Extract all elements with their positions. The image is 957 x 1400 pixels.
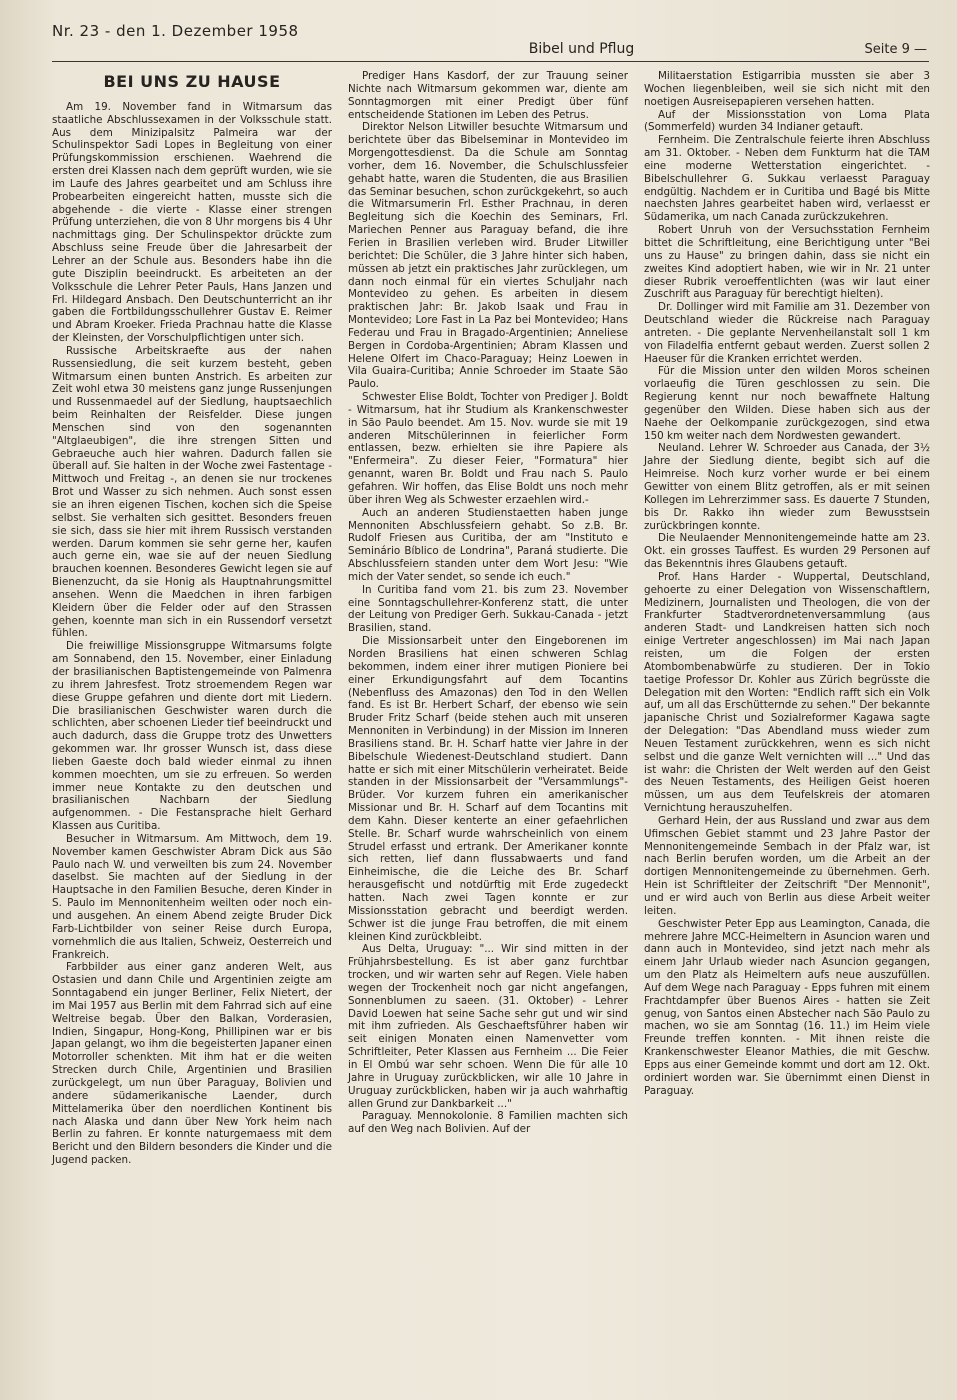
article-paragraph: Aus Delta, Uruguay: "... Wir sind mitten in der Frühjahrsbestellung. Es ist aber ganz furchtbar trocken, und wir warten sehr auf Regen. Viele haben wegen der Trockenheit noch gar nicht angefangen, Sonnenblumen zu saeen. (31. Oktober) - Lehrer David Loewen hat seine Sache sehr gut und wir sind mit ihm zufrieden. Als Geschaeftsführer haben wir seit einigen Monaten einen Namenvetter vom Schriftleiter, Peter Klassen aus Fernheim ... Die Feier in El Ombú war sehr schoen. Wenn Die für alle 10 Jahre in Uruguay zurückblicken, wir alle 10 Jahre in Uruguay zurückblicken, haben wir ja auch wahrhaftig allen Grund zur Dankbarkeit ..." [348,943,628,1110]
article-paragraph: Russische Arbeitskraefte aus der nahen Russensiedlung, die seit kurzem besteht, geben Witmarsum einen bunten Anstrich. Es arbeiten zur Zeit wohl etwa 30 meistens ganz junge Russenjungen und Russenmaedel auf der Siedlung, hauptsaechlich beim Reinhalten der Reisfelder. Diese jungen Menschen sind von den sogenannten "Altglaeubigen", die ihre strengen Sitten und Gebraeuche auch hier wahren. Dadurch fallen sie überall auf. Sie halten in der Woche zwei Fastentage - Mittwoch und Freitag -, an denen sie nur trockenes Brot und Wasser zu sich nehmen. Auch sonst essen sie an ihren eigenen Tischen, kochen sich die Speise selbst. Sie verhalten sich gesittet. Besonders freuen sie sich, dass sie hier mit ihrem Russisch verstanden werden. Darum kommen sie sehr gerne her, kaufen auch gerne ein, wae sie auf der neuen Siedlung brauchen koennen. Besonderes Gewicht legen sie auf Bienenzucht, da sie Honig als Hauptnahrungsmittel ansehen. Wenn die Maedchen in ihren farbigen Kleidern über die Felder oder auf den Strassen gehen, koennte man sich in ein Russendorf versetzt fühlen. [52,344,332,640]
article-paragraph: Die Neulaender Mennonitengemeinde hatte am 23. Okt. ein grosses Tauffest. Es wurden 29 Personen auf das Bekenntnis ihres Glaubens getauft. [644,532,930,571]
article-paragraph: Die freiwillige Missionsgruppe Witmarsums folgte am Sonnabend, den 15. November, einer Einladung der brasilianischen Baptistengemeinde von Palmenra zu ihrem Jahresfest. Trotz stroemendem Regen war diese Gruppe gefahren und diente dort mit Liedern. Die brasilianischen Geschwister waren durch die schlichten, aber schoenen Lieder tief beeindruckt und auch dadurch, dass die Gruppe trotz des Unwetters gekommen war. Ihr grosser Wunsch ist, dass diese lieben Gaeste doch bald wieder einmal zu ihnen kommen moechten, um sie zu erfreuen. So werden immer neue Kontakte zu den deutschen und brasilianischen Nachbarn der Siedlung aufgenommen. - Die Festansprache hielt Gerhard Klassen aus Curitiba. [52,640,332,833]
article-paragraph: Prediger Hans Kasdorf, der zur Trauung seiner Nichte nach Witmarsum gekommen war, diente am Sonntagmorgen mit einer Predigt über fünf entscheidende Stationen im Leben des Petrus. [348,70,628,121]
issue-date: Nr. 23 - den 1. Dezember 1958 [52,22,299,40]
article-paragraph: Für die Mission unter den wilden Moros scheinen vorlaeufig die Türen geschlossen zu sein. Die Regierung kennt nur noch bewaffnete Haltung gegenüber den Wilden. Diese haben sich aus der Naehe der Oelkompanie zurückgezogen, sind etwa 150 km weiter nach dem Nordwesten gewandert. [644,365,930,442]
page-number: Seite 9 — [864,42,927,57]
article-paragraph: Gerhard Hein, der aus Russland und zwar aus dem Ufimschen Gebiet stammt und 23 Jahre Pastor der Mennonitengemeinde Sembach in der Pfalz war, ist nach Berlin berufen worden, um die Arbeit an der dortigen Mennonitengemeinde zu übernehmen. Gerh. Hein ist Schriftleiter der Zeitschrift "Der Mennonit", und er wird auch von Berlin aus diese Arbeit weiter leiten. [644,814,930,917]
article-paragraph: Prof. Hans Harder - Wuppertal, Deutschland, gehoerte zu einer Delegation von Wissenschaftlern, Medizinern, Journalisten und Theologen, die von der Frankfurter Stadtverordnetenversammlung (aus anderen Stadt- und Landkreisen hatten sich noch einige Vertreter angeschlossen) im Mai nach Japan reisten, um die Folgen der ersten Atombombenabwürfe zu studieren. Der in Tokio taetige Professor Dr. Kohler aus Zürich begrüsste die Delegation mit den Worten: "Endlich rafft sich ein Volk auf, um all das Erschütternde zu sehen." Der bekannte japanische Christ und Sozialreformer Kagawa sagte der Delegation: "Das Abendland muss wieder zum Neuen Testament zurückkehren, wenn es sich nicht selbst und die ganze Welt vernichten will ..." Und das ist wahr: die Christen der Welt werden auf den Geist des Neuen Testaments, des Heiligen Geist hoeren müssen, um aus dem Teufelskreis der atomaren Vernichtung herauszuhelfen. [644,570,930,815]
article-paragraph: Fernheim. Die Zentralschule feierte ihren Abschluss am 31. Oktober. - Neben dem Funkturm hat die TAM eine moderne Wetterstation eingerichtet. - Bibelschullehrer G. Sukkau verlaesst Paraguay endgültig. Nachdem er in Curitiba und Bagé bis Mitte naechsten Jahres gearbeitet haben wird, verlaesst er Südamerika, um nach Canada zurückzukehren. [644,134,930,224]
column-1 [52,70,332,1167]
article-paragraph: Schwester Elise Boldt, Tochter von Prediger J. Boldt - Witmarsum, hat ihr Studium als Krankenschwester in São Paulo beendet. Am 15. Nov. wurde sie mit 19 anderen Mitschülerinnen in feierlicher Form entlassen, bezw. erhielten sie ihre Papiere als "Enfermeira". Zu dieser Feier, "Formatura" hier genannt, waren Br. Boldt und Frau nach S. Paulo gefahren. Wir hoffen, das Elise Boldt uns noch mehr über ihren Weg als Schwester erzaehlen wird.- [348,391,628,506]
section-headline: BEI UNS ZU HAUSE [103,72,281,91]
article-paragraph: Militaerstation Estigarribia mussten sie aber 3 Wochen liegenbleiben, weil sie sich nicht mit den noetigen Ausreisepapieren versehen hatten. [644,70,930,108]
column-2 [348,70,628,1167]
article-paragraph: Auf der Missionsstation von Loma Plata (Sommerfeld) wurden 34 Indianer getauft. [644,108,930,134]
article-paragraph: Dr. Dollinger wird mit Familie am 31. Dezember von Deutschland wieder die Rückreise nach Paraguay antreten. - Die geplante Nervenheilanstalt soll 1 km von Filadelfia entfernt gebaut werden. Zuerst sollen 2 Haeuser für die Kranken errichtet werden. [644,301,930,365]
article-paragraph: Am 19. November fand in Witmarsum das staatliche Abschlussexamen in der Volksschule statt. Aus dem Minizipalsitz Palmeira war der Schulinspektor Sadi Lopes in Begleitung von einer Prüfungskommission erschienen. Waehrend die ersten drei Klassen nach dem geprüft wurden, wie sie im Laufe des Jahres gearbeitet und am Schluss ihre Probearbeiten eingereicht hatten, musste sich die abgehende - die vierte - Klasse einer strengen Prüfung unterziehen, die von 8 Uhr morgens bis 4 Uhr nachmittags ging. Der Schulinspektor drückte zum Abschluss seine Freude über die Jahresarbeit der Lehrer an der Schule aus. Besonders habe ihn die gute Disziplin beeindruckt. Es arbeiteten an der Volksschule die Lehrer Peter Pauls, Hans Janzen und Frl. Hildegard Ansbach. Den Deutschunterricht an ihr gaben die Fortbildungsschullehrer Gustav E. Reimer und Abram Kroeker. Frieda Prachnau hatte die Klasse der Kleinsten, der Vorschulpflichtigen unter sich. [52,100,332,345]
article-paragraph: Farbbilder aus einer ganz anderen Welt, aus Ostasien und dann Chile und Argentinien zeigte am Sonntagabend ein junger Berliner, Felix Nietert, der im Mai 1957 aus Berlin mit dem Fahrrad sich auf eine Weltreise begab. Über den Balkan, Vorderasien, Indien, Singapur, Hong-Kong, Phillipinen war er bis Japan gelangt, wo ihm die begeisterten Japaner einen Motorroller schenkten. Mit ihm hat er die weiten Strecken durch Chile, Argentinien und Brasilien zurückgelegt, um nun über Paraguay, Bolivien und andere südamerikanische Laender, durch Mittelamerika über den noerdlichen Kontinent bis nach Alaska und dann über New York heim nach Berlin zu fahren. Er konnte naturgemaess mit dem Bericht und den Bildern besonders die Kinder und die Jugend packen. [52,961,332,1167]
column-3 [644,70,930,1167]
article-paragraph: Geschwister Peter Epp aus Leamington, Canada, die mehrere Jahre MCC-Heimeltern in Asuncion waren und dann auch in Montevideo, sind jetzt nach mehr als einem Jahr Urlaub wieder nach Asuncion gegangen, um den Platz als Heimeltern aufs neue auszufüllen. Auf dem Wege nach Paraguay - Epps fuhren mit einem Frachtdampfer über Buenos Aires - hatten sie Zeit genug, von Santos einen Abstecher nach São Paulo zu machen, wo sie am Sonntag (16. 11.) im Heim viele Freunde treffen konnten. - Mit ihnen reiste die Krankenschwester Eleanor Mathies, die mit Geschw. Epps aus einer Gemeinde kommt und dort am 12. Okt. ordiniert worden war. Sie übernimmt einen Dienst in Paraguay. [644,917,930,1097]
article-paragraph: Neuland. Lehrer W. Schroeder aus Canada, der 3½ Jahre der Siedlung diente, begibt sich auf die Heimreise. Noch kurz vorher wurde er bei einem Gewitter von einem Blitz getroffen, als er mit seinen Kollegen im Lehrerzimmer sass. Es dauerte 7 Stunden, bis Dr. Rakko ihn wieder zum Bewusstsein zurückbringen konnte. [644,442,930,532]
article-paragraph: Besucher in Witmarsum. Am Mittwoch, dem 19. November kamen Geschwister Abram Dick aus São Paulo nach W. und verweilten bis zum 24. November daselbst. Sie machten auf der Siedlung in der Hauptsache in den Familien Besuche, deren Kinder in S. Paulo im Mennonitenheim weilten oder noch ein- und ausgehen. An einem Abend zeigte Bruder Dick Farb-Lichtbilder von seiner Reise durch Europa, vornehmlich die aus Italien, Schweiz, Oesterreich und Frankreich. [52,832,332,961]
article-paragraph: Paraguay. Mennokolonie. 8 Familien machten sich auf den Weg nach Bolivien. Auf der [348,1110,628,1136]
article-paragraph: Robert Unruh von der Versuchsstation Fernheim bittet die Schriftleitung, eine Berichtigung unter "Bei uns zu Hause" zu bringen dahin, dass sie nicht ein zweites Kind adoptiert haben, wie wir in Nr. 21 unter dieser Rubrik veroeffentlichten (was wir laut einer Zuschrift aus Paraguay für berechtigt hielten). [644,224,930,301]
article-paragraph: Auch an anderen Studienstaetten haben junge Mennoniten Abschlussfeiern gehabt. So z.B. Br. Rudolf Friesen aus Curitiba, der am "Instituto e Seminário Bíblico de Londrina", Paraná studierte. Die Abschlussfeiern standen unter dem Wort Jesu: "Wie mich der Vater sendet, so sende ich euch." [348,506,628,583]
publication-title: Bibel und Pflug [528,41,635,57]
masthead [52,22,929,62]
article-paragraph: Die Missionsarbeit unter den Eingeborenen im Norden Brasiliens hat einen schweren Schlag bekommen, indem einer ihrer mutigen Pioniere bei einer Erkundigungsfahrt auf dem Tocantins (Nebenfluss des Amazonas) den Tod in den Wellen fand. Es ist Br. Herbert Scharf, der ebenso wie sein Bruder Fritz Scharf (beide stehen auch mit unseren Mennoniten in Verbindung) in der Mission im Inneren Brasiliens stand. Br. H. Scharf hatte vier Jahre in der Bibelschule Wiedenest-Deutschland studiert. Dann hatte er sich mit einer Mitschülerin verheiratet. Beide standen in der Missionsarbeit der "Versammlungs"-Brüder. Vor kurzem fuhren ein amerikanischer Missionar und Br. H. Scharf auf dem Tocantins mit dem Kahn. Dieser kenterte an einer gefaehrlichen Stelle. Br. Scharf wurde wahrscheinlich von einem Strudel erfasst und ertrank. Der Amerikaner konnte sich retten, lief dann flussabwaerts und fand Einheimische, die die Leiche des Br. Scharf herausgefischt und notdürftig mit Erde zugedeckt hatten. Nach zwei Tagen konnte er zur Missionsstation gebracht und beerdigt werden. Schwer ist die junge Frau betroffen, die mit einem kleinen Kind zurückbleibt. [348,635,628,943]
article-paragraph: Direktor Nelson Litwiller besuchte Witmarsum und berichtete über das Bibelseminar in Montevideo im Morgengottesdienst. Da die Schule am Sonntag vorher, dem 16. November, die Schulschlussfeier gehabt hatte, waren die Studenten, die aus Brasilien das Seminar besuchen, schon zurückgekehrt, so auch die Witmarsumerin Frl. Esther Prachnau, in deren Begleitung sich die Koechin des Seminars, Frl. Mariechen Penner aus Paraguay befand, die ihre Ferien in Brasilien verleben wird. Bruder Litwiller berichtet: Die Schüler, die 3 Jahre hinter sich haben, müssen ab jetzt ein praktisches Jahr zurücklegen, um dann noch einmal für ein viertes Schuljahr nach Montevideo zu gehen. Es arbeiten in diesem praktischen Jahr: Br. Jakob Isaak und Frau in Montevideo; Lore Fast in La Paz bei Montevideo; Hans Federau und Frau in Bragado-Argentinien; Anneliese Bergen in Cordoba-Argentinien; Abram Klassen und Helene Olfert im Chaco-Paraguay; Heinz Loewen in Vila Guaira-Curitiba; Annie Schroeder im Staate São Paulo. [348,121,628,391]
article-paragraph: In Curitiba fand vom 21. bis zum 23. November eine Sonntagschullehrer-Konferenz statt, die unter der Leitung von Prediger Gerh. Sukkau-Canada - jetzt Brasilien, stand. [348,583,628,635]
article-columns [52,70,929,1167]
